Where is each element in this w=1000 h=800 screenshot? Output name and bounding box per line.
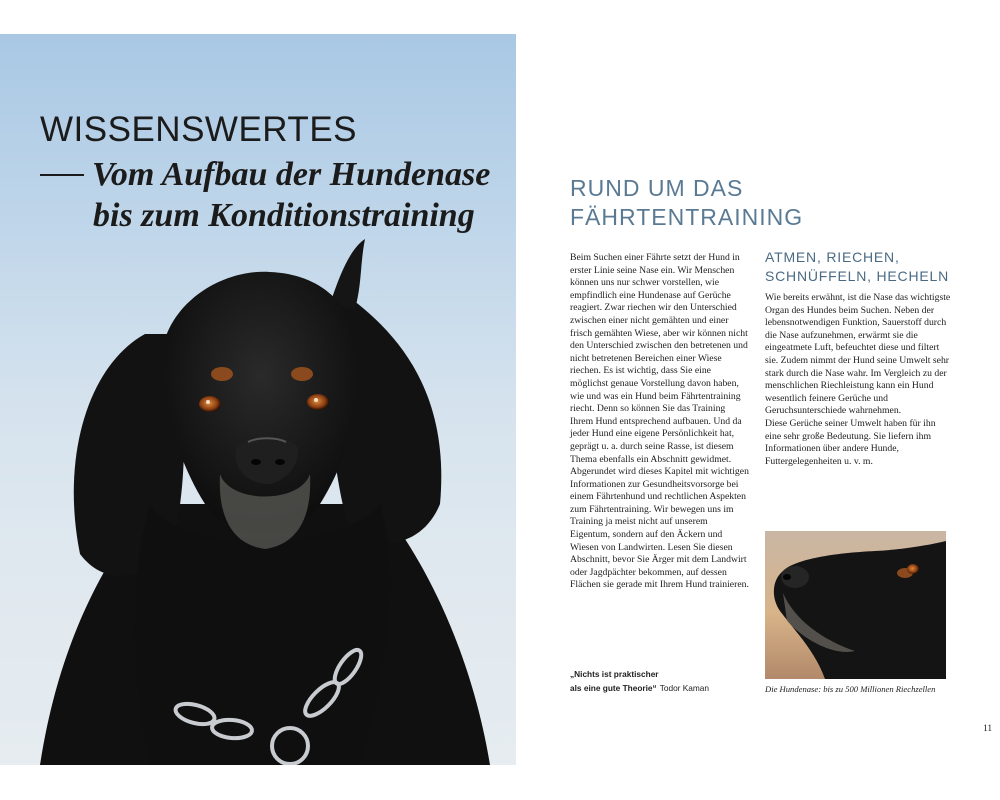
left-page — [0, 34, 516, 765]
main-heading-line-2: FÄHRTENTRAINING — [570, 204, 804, 230]
photo-caption: Die Hundenase: bis zu 500 Millionen Riechzellen — [765, 684, 936, 694]
pull-quote — [570, 667, 770, 695]
subtitle-line-2: bis zum Konditionstraining — [93, 197, 475, 234]
em-dash-rule — [40, 174, 84, 176]
body-paragraph-2b: Diese Gerüche seiner Umwelt haben für ihn eine sehr große Bedeutung. Sie liefern ihm Informationen über andere Hunde, Futtergelegenheiten u. v. m. — [765, 417, 936, 467]
page-number: 11 — [983, 724, 993, 734]
main-heading — [570, 174, 890, 232]
quote-author: Todor Kaman — [659, 683, 710, 693]
body-paragraph-2a: Wie bereits erwähnt, ist die Nase das wichtigste Organ des Hundes beim Suchen. Neben der lebensnotwendigen Funktion, Sauerstoff durch die Nase aufzunehmen, erwärmt sie die eingeatmete Luft, befeuchtet diese und filtert sie. Zudem nimmt der Hund seine Umwelt sehr stark durch die Nase wahr. Im Vergleich zu der menschlichen Riechleistung kann ein Hund wesentlich feinere Gerüche und Geruchsunterschiede wahrnehmen. — [765, 292, 951, 417]
quote-line-1: „Nichts ist praktischer — [570, 669, 659, 679]
body-column-1 — [570, 252, 750, 592]
subtitle-line-1: Vom Aufbau der Hundenase — [92, 156, 491, 193]
sub-heading-line-1: ATMEN, RIECHEN, — [765, 249, 900, 265]
chapter-subtitle — [40, 154, 510, 236]
body-column-2 — [765, 292, 951, 468]
section-kicker: WISSENSWERTES — [40, 110, 358, 149]
quote-line-2: als eine gute Theorie“ — [570, 683, 657, 693]
dog-nose-photo — [765, 531, 946, 679]
main-heading-line-1: RUND UM DAS — [570, 175, 744, 201]
sub-heading-line-2: SCHNÜFFELN, HECHELN — [765, 268, 949, 284]
body-paragraph: Beim Suchen einer Fährte setzt der Hund in erster Linie seine Nase ein. Wir Menschen können uns nur schwer vorstellen, wie empfindlich eine Hundenase auf Gerüche reagiert. Zwar riechen wir den Unterschied zwischen einer nicht gemähten und einer frisch gemähten Wiese, aber wir können nicht den Unterschied zwischen den betretenen und nicht betretenen Bereichen einer Wiese riechen. Es ist wichtig, dass Sie eine möglichst genaue Vorstellung davon haben, wie und was ein Hund beim Fährtentraining riecht. Denn so können Sie das Training Ihrem Hund entsprechend aufbauen. Und da jeder Hund eine eigene Persönlichkeit hat, geprägt u. a. durch seine Rasse, ist diesem Thema ebenfalls ein Abschnitt gewidmet. Abgerundet wird dieses Kapitel mit wichtigen Informationen zur Gesundheitsvorsorge bei einem Fährtenhund und rechtlichen Aspekten zum Fährtentraining. Wir bewegen uns im Training ja meist nicht auf unserem Eigentum, sondern auf den Äckern und Wiesen von Landwirten. Lesen Sie diesen Abschnitt, bevor Sie Ärger mit dem Landwirt oder Jagdpächter bekommen, auf dessen Flächen sie gerade mit Ihrem Hund trainieren. — [570, 252, 749, 591]
sub-heading — [765, 248, 965, 286]
right-page — [516, 34, 1000, 765]
